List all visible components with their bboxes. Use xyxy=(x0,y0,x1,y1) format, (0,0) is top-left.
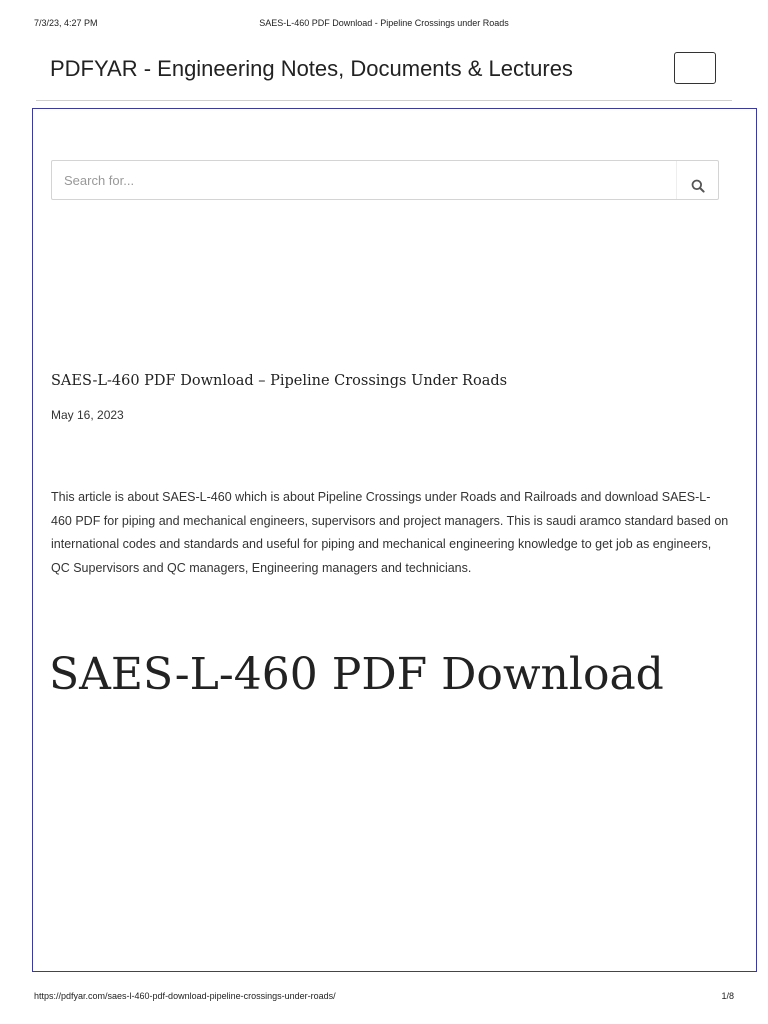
site-header xyxy=(36,48,732,101)
print-page-number: 1/8 xyxy=(721,991,734,1001)
search-form xyxy=(51,160,719,200)
print-header xyxy=(0,18,768,32)
print-page-url: https://pdfyar.com/saes-l-460-pdf-download-pipeline-crossings-under-roads/ xyxy=(34,991,336,1001)
print-datetime: 7/3/23, 4:27 PM xyxy=(34,18,98,28)
menu-toggle-button[interactable] xyxy=(674,52,716,84)
search-button[interactable] xyxy=(676,161,718,199)
article-heading: SAES-L-460 PDF Download xyxy=(49,649,664,700)
site-title-link[interactable]: PDFYAR - Engineering Notes, Documents & Lectures xyxy=(50,56,573,81)
search-input[interactable] xyxy=(52,161,672,199)
post-date: May 16, 2023 xyxy=(51,408,124,422)
post-title[interactable]: SAES-L-460 PDF Download – Pipeline Crossings Under Roads xyxy=(51,373,508,389)
content-frame xyxy=(32,108,757,972)
post-excerpt: This article is about SAES-L-460 which is about Pipeline Crossings under Roads and Railroads and download SAES-L-460 PDF for piping and mechanical engineers, supervisors and project managers. This is saudi aramco standard based on international codes and standards and useful for piping and mechanical engineering knowledge to get job as engineers, QC Supervisors and QC managers, Engineering managers and technicians. xyxy=(51,490,729,575)
search-icon xyxy=(691,179,705,193)
print-footer xyxy=(0,991,768,1005)
print-document-title: SAES-L-460 PDF Download - Pipeline Crossings under Roads xyxy=(259,18,509,28)
